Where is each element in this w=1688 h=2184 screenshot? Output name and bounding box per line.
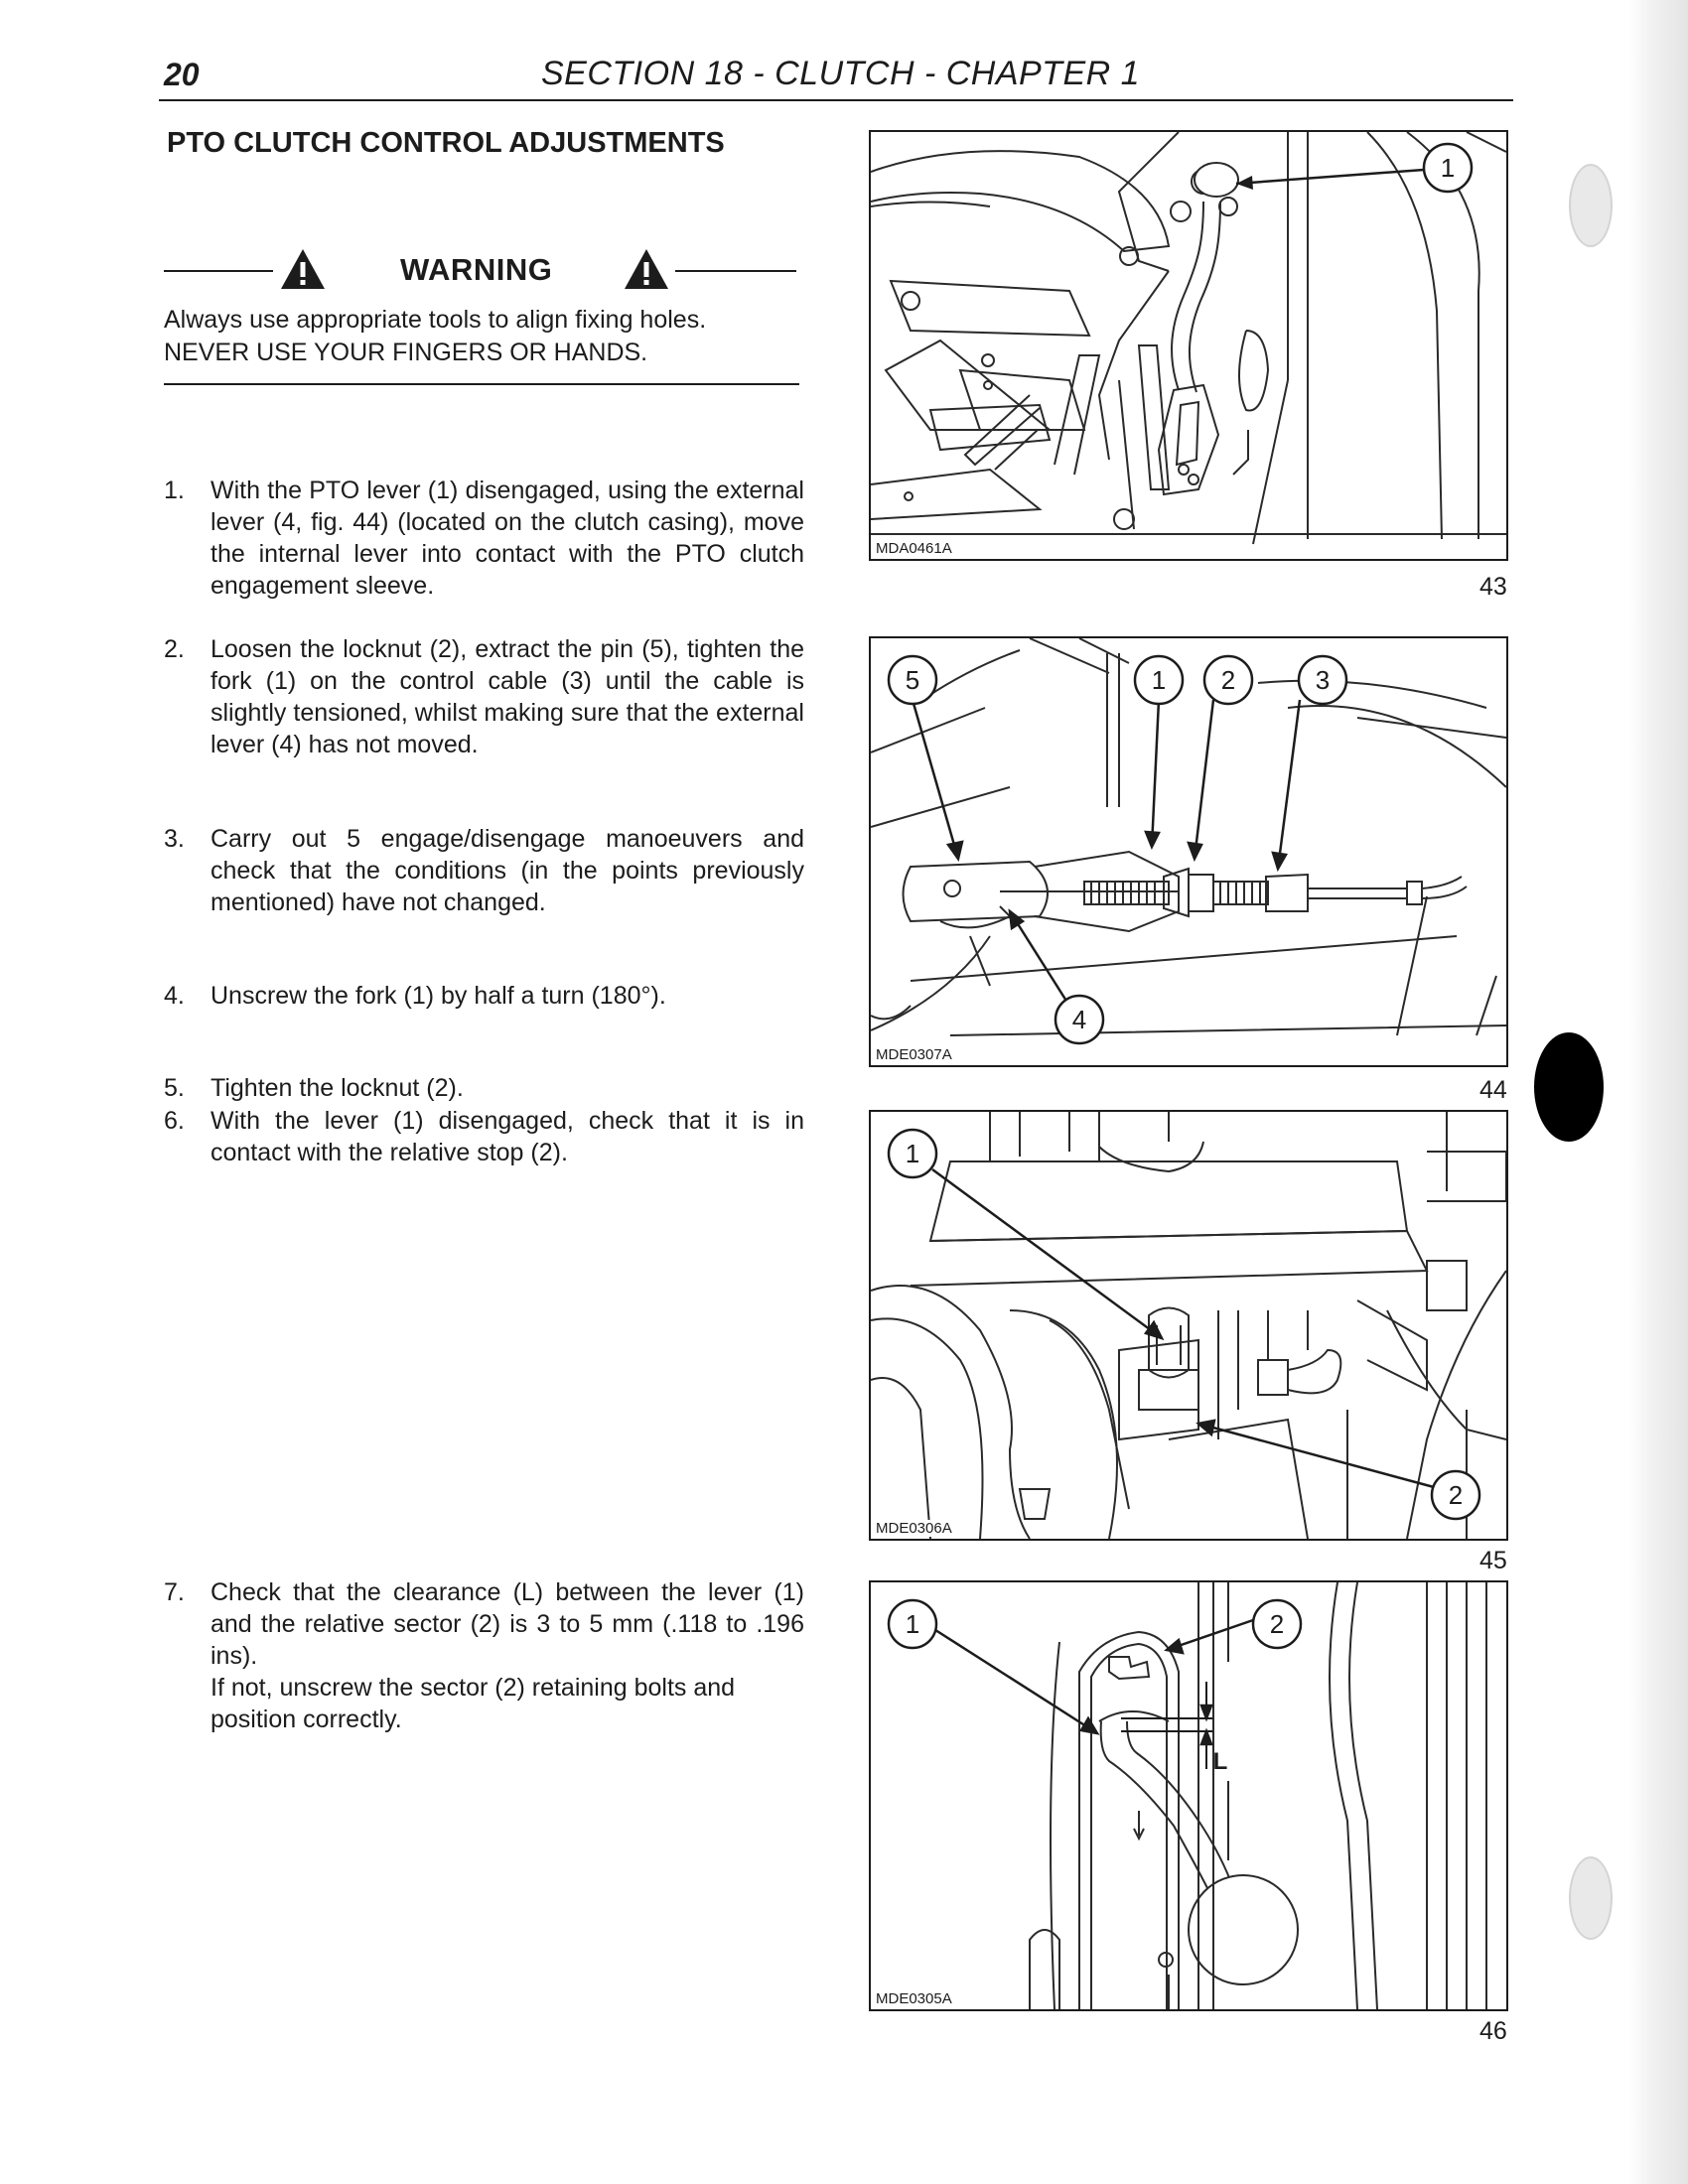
figure-number: 44	[1479, 1076, 1507, 1104]
callout-leader	[1236, 170, 1424, 184]
callout-arrowhead	[1081, 1718, 1097, 1733]
step-text-extra: If not, unscrew the sector (2) retaining bolts and position correctly.	[211, 1674, 736, 1733]
callout-leader	[932, 1169, 1162, 1338]
figure-number: 46	[1479, 2017, 1507, 2045]
callout-number: 1	[905, 1139, 920, 1168]
warning-rule-bottom	[164, 383, 799, 385]
figure-number: 43	[1479, 573, 1507, 601]
step-7	[164, 1576, 804, 1735]
callout-number: 1	[1151, 665, 1167, 695]
callout-number: 2	[1220, 665, 1236, 695]
step-3	[164, 823, 804, 918]
figure-44-callouts	[871, 638, 1506, 1065]
step-text: Check that the clearance (L) between the lever (1) and the relative sector (2) is 3 to 5 mm (.118 to .196 ins).	[211, 1578, 804, 1670]
dimension-arrowhead	[1201, 1731, 1211, 1744]
callout-arrowhead	[1010, 911, 1023, 928]
step-number: 7.	[164, 1578, 185, 1606]
step-text: With the PTO lever (1) disengaged, using the external lever (4, fig. 44) (located on the clutch casing), move the internal lever into contact with the PTO clutch engagement sleeve.	[211, 477, 804, 600]
figure-code: MDE0307A	[876, 1046, 952, 1063]
callout-number: 5	[905, 665, 920, 695]
callout-arrowhead	[1167, 1640, 1183, 1653]
page-edge-shadow	[1628, 0, 1688, 2184]
warning-line-2: NEVER USE YOUR FINGERS OR HANDS.	[164, 339, 648, 366]
figure-45	[869, 1110, 1508, 1541]
binder-hole	[1569, 1856, 1613, 1940]
figure-46-callouts	[871, 1582, 1506, 2009]
step-1	[164, 475, 804, 602]
header-rule	[159, 99, 1513, 101]
callout-arrowhead	[1236, 176, 1253, 190]
callout-arrowhead	[1146, 832, 1159, 847]
section-title: SECTION 18 - CLUTCH - CHAPTER 1	[541, 55, 1141, 92]
callout-arrowhead	[1273, 853, 1286, 869]
step-text: Carry out 5 engage/disengage manoeuvers and check that the conditions (in the points previously mentioned) have not changed.	[211, 825, 804, 916]
step-text: Unscrew the fork (1) by half a turn (180°).	[211, 982, 666, 1010]
warning-triangle-icon	[280, 248, 326, 290]
step-number: 3.	[164, 825, 185, 853]
figure-45-callouts	[871, 1112, 1506, 1539]
step-text: Tighten the locknut (2).	[211, 1074, 464, 1102]
warning-text	[164, 304, 799, 369]
figure-number: 45	[1479, 1547, 1507, 1574]
step-6	[164, 1105, 804, 1168]
callout-arrowhead	[948, 842, 962, 859]
warning-header	[164, 248, 796, 294]
figure-code: MDE0305A	[876, 1990, 952, 2007]
step-text: With the lever (1) disengaged, check that it is in contact with the relative stop (2).	[211, 1107, 804, 1166]
figure-44	[869, 636, 1508, 1067]
step-5	[164, 1072, 804, 1104]
step-number: 6.	[164, 1107, 185, 1135]
callout-number: 2	[1269, 1609, 1285, 1639]
callout-arrowhead	[1146, 1322, 1162, 1338]
callout-leader	[1195, 700, 1213, 859]
warning-rule-right	[675, 270, 796, 272]
figure-code: MDA0461A	[876, 540, 952, 557]
section-heading: PTO CLUTCH CONTROL ADJUSTMENTS	[167, 127, 725, 159]
callout-leader	[913, 700, 958, 859]
callout-arrowhead	[1198, 1421, 1214, 1434]
callout-number: 4	[1071, 1005, 1087, 1034]
binder-hole	[1534, 1032, 1604, 1142]
callout-number: 2	[1448, 1480, 1464, 1510]
callout-leader	[1010, 911, 1069, 1006]
callout-number: 3	[1315, 665, 1331, 695]
step-4	[164, 980, 804, 1012]
page-number: 20	[164, 57, 200, 92]
callout-number: 1	[905, 1609, 920, 1639]
callout-leader	[932, 1628, 1097, 1733]
step-number: 4.	[164, 982, 185, 1010]
figure-43	[869, 130, 1508, 561]
warning-label: WARNING	[400, 252, 553, 287]
dimension-label: L	[1212, 1748, 1228, 1775]
figure-46	[869, 1580, 1508, 2011]
step-text: Loosen the locknut (2), extract the pin (5), tighten the fork (1) on the control cable (3) until the cable is slightly tensioned, whilst making sure that the external lever (4) has not moved.	[211, 635, 804, 758]
figure-code: MDE0306A	[876, 1520, 952, 1537]
step-number: 5.	[164, 1074, 185, 1102]
step-number: 2.	[164, 635, 185, 663]
callout-leader	[1152, 700, 1159, 847]
step-number: 1.	[164, 477, 185, 504]
dimension-arrowhead	[1201, 1706, 1211, 1718]
step-2	[164, 633, 804, 760]
warning-line-1: Always use appropriate tools to align fixing holes.	[164, 306, 707, 334]
callout-number: 1	[1440, 153, 1456, 183]
warning-rule-left	[164, 270, 273, 272]
callout-arrowhead	[1189, 843, 1201, 859]
callout-leader	[1278, 700, 1300, 869]
binder-hole	[1569, 164, 1613, 247]
warning-triangle-icon	[624, 248, 669, 290]
callout-leader	[1198, 1424, 1434, 1487]
figure-43-callouts	[871, 132, 1506, 559]
